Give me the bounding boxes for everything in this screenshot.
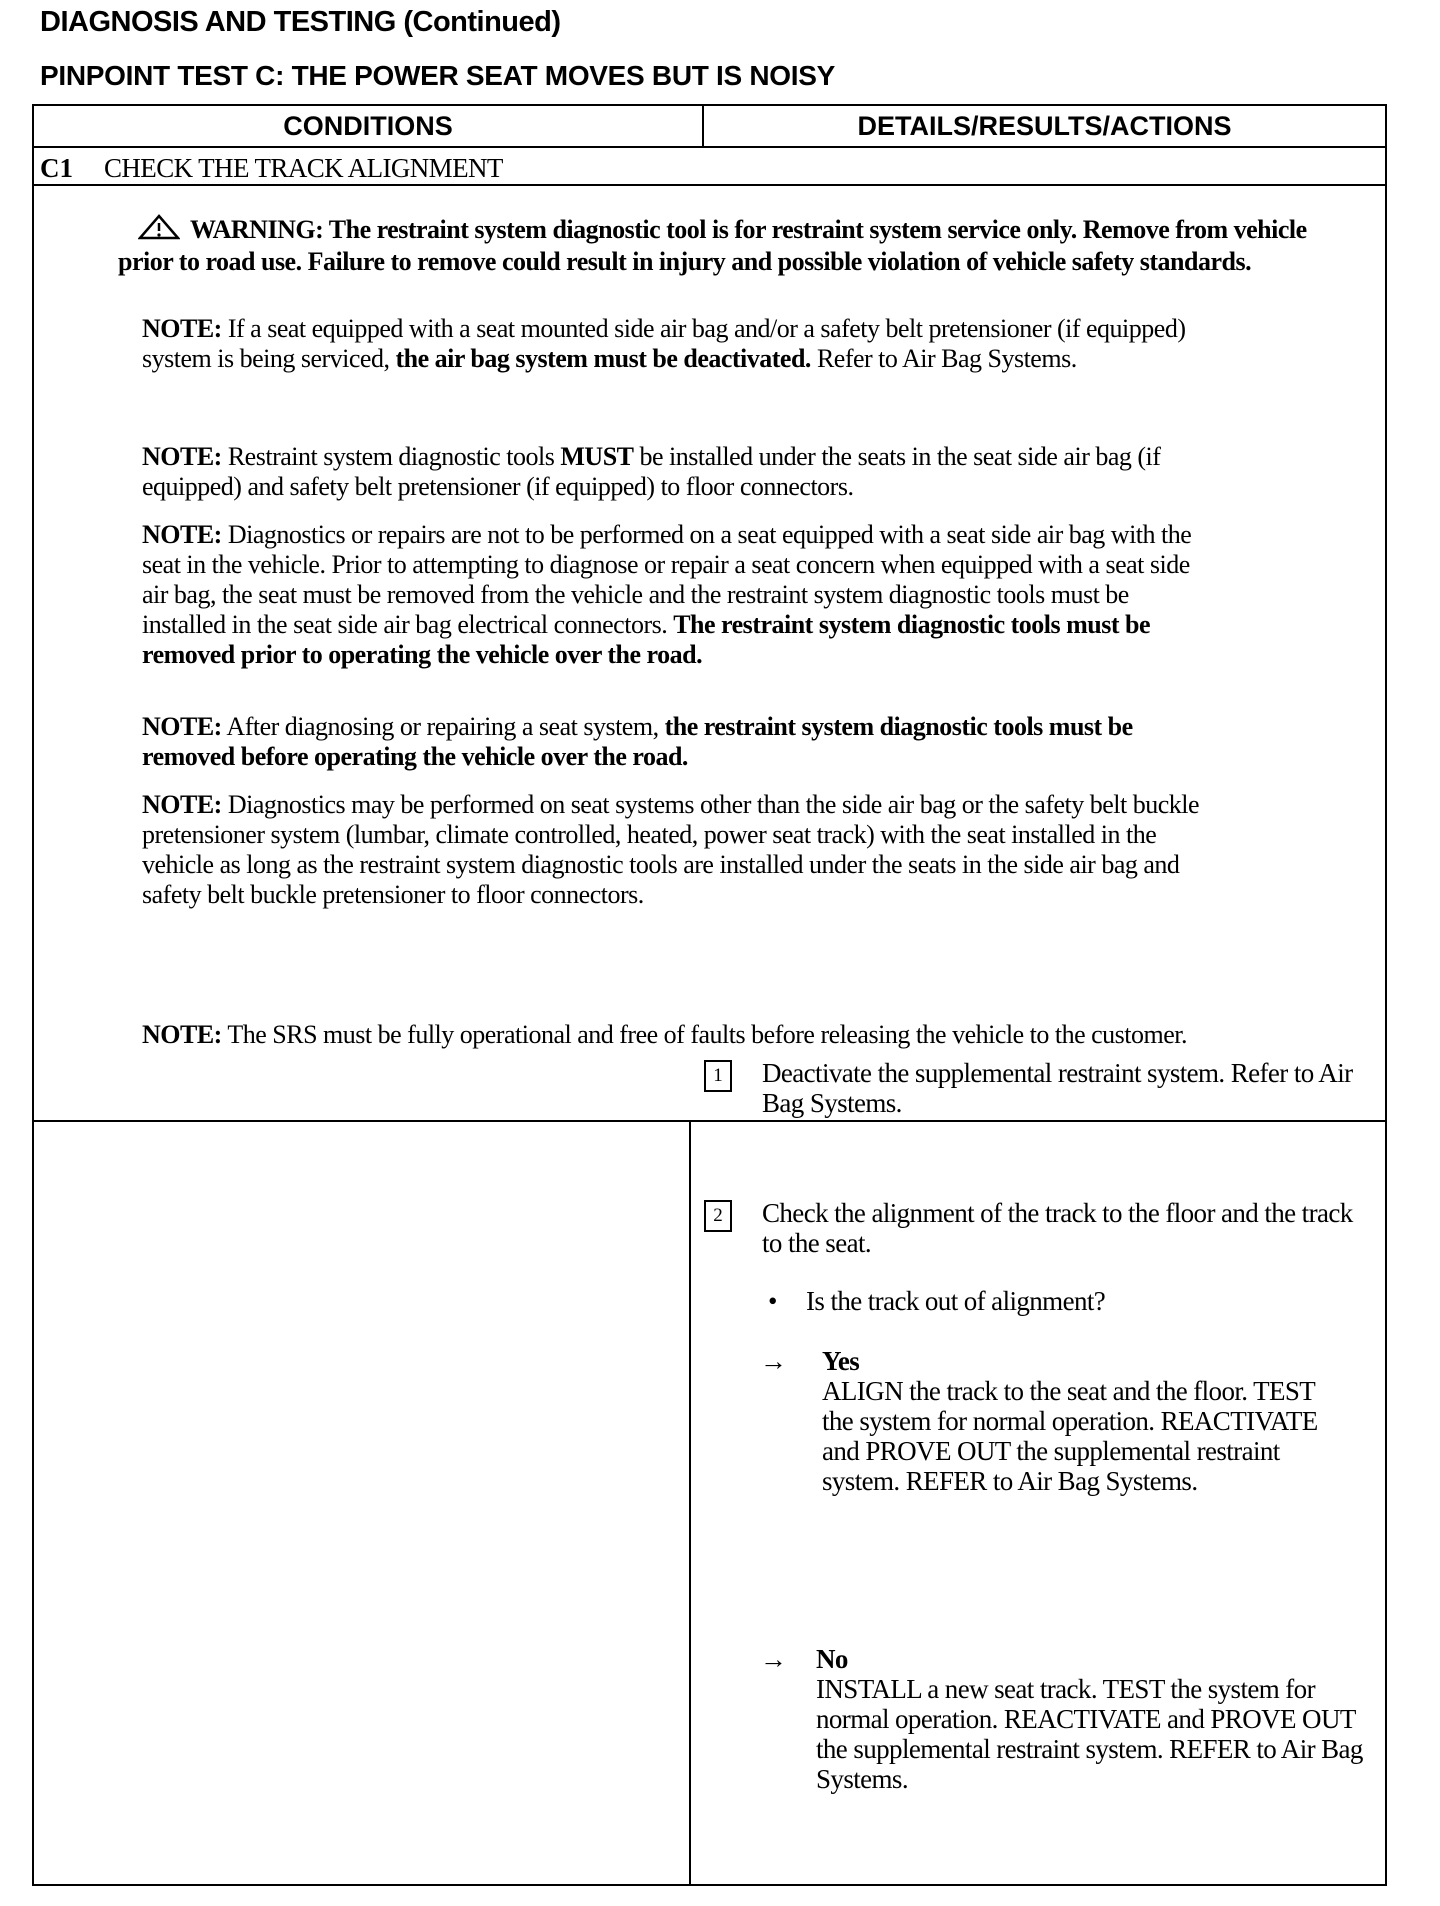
step-number: 1	[704, 1060, 732, 1092]
note-1	[142, 314, 1237, 374]
bullet-icon: •	[768, 1286, 777, 1316]
warning-block	[118, 214, 1318, 277]
step-2-box	[704, 1200, 732, 1232]
note-label: NOTE:	[142, 314, 222, 343]
pinpoint-test-title: PINPOINT TEST C: THE POWER SEAT MOVES BUT IS NOISY	[40, 60, 835, 91]
no-label: No	[816, 1644, 848, 1674]
note-text: Diagnostics may be performed on seat systems other than the side air bag or the safety belt buckle pretensioner system (lumbar, climate controlled, heated, power seat track) with the seat installed in the vehicle as long as the restraint system diagnostic tools are installed under the seats in the side air bag and safety belt buckle pretensioner to floor connectors.	[142, 790, 1200, 909]
note-label: NOTE:	[142, 520, 222, 549]
step-2-text: Check the alignment of the track to the floor and the track to the seat.	[762, 1198, 1353, 1258]
details-column-header: DETAILS/RESULTS/ACTIONS	[857, 110, 1232, 141]
question-text: Is the track out of alignment?	[806, 1286, 1106, 1316]
yes-action-text: ALIGN the track to the seat and the floor. TEST the system for normal operation. REACTIVATE and PROVE OUT the supplemental restraint system. REFER to Air Bag Systems.	[822, 1376, 1318, 1496]
column-divider	[689, 1122, 691, 1884]
warning-triangle-icon	[138, 214, 180, 247]
yes-arrow-icon: →	[760, 1346, 787, 1376]
note-bold-text: the restraint system diagnostic tools must be removed before operating the vehicle over the road.	[142, 712, 1133, 771]
page-heading: DIAGNOSIS AND TESTING (Continued)	[40, 6, 561, 38]
step-number: 2	[704, 1200, 732, 1232]
note-label: NOTE:	[142, 1020, 222, 1049]
note-4	[142, 712, 1227, 772]
pinpoint-test-table	[32, 104, 1387, 1886]
note-label: NOTE:	[142, 442, 222, 471]
step-1-box	[704, 1060, 732, 1092]
yes-label: Yes	[822, 1346, 860, 1376]
note-bold-text: The restraint system diagnostic tools must be removed prior to operating the vehicle over the road.	[142, 610, 1150, 669]
note-text: be installed under the seats in the seat side air bag (if equipped) and safety belt pretensioner (if equipped) to floor connectors.	[142, 442, 1161, 501]
note-6	[142, 1020, 1252, 1050]
note-2	[142, 442, 1212, 502]
step-1-text: Deactivate the supplemental restraint system. Refer to Air Bag Systems.	[762, 1058, 1353, 1118]
notes-section	[34, 186, 1385, 1122]
note-text: The SRS must be fully operational and free of faults before releasing the vehicle to the customer.	[227, 1020, 1188, 1049]
no-arrow-icon: →	[760, 1644, 787, 1674]
no-action-text: INSTALL a new seat track. TEST the system for normal operation. REACTIVATE and PROVE OUT the supplemental restraint system. REFER to Air Bag Systems.	[816, 1674, 1363, 1794]
note-text: Diagnostics or repairs are not to be performed on a seat equipped with a seat side air bag with the seat in the vehicle. Prior to attempting to diagnose or repair a seat concern when equipped with a seat side air bag, the seat must be removed from the vehicle and the restraint system diagnostic tools must be installed in the seat side air bag electrical connectors.	[142, 520, 1192, 639]
note-bold-text: MUST	[560, 442, 634, 471]
note-label: NOTE:	[142, 790, 222, 819]
note-text: Refer to Air Bag Systems.	[816, 344, 1077, 373]
note-text: After diagnosing or repairing a seat system,	[226, 712, 659, 741]
note-text: Restraint system diagnostic tools	[227, 442, 555, 471]
warning-label: WARNING:	[190, 215, 324, 244]
step-id: C1	[40, 153, 73, 183]
step-row	[34, 146, 1385, 186]
note-5	[142, 790, 1217, 910]
note-3	[142, 520, 1217, 670]
conditions-column-header: CONDITIONS	[34, 106, 704, 146]
note-label: NOTE:	[142, 712, 222, 741]
note-bold-text: the air bag system must be deactivated.	[395, 344, 811, 373]
note-text: If a seat equipped with a seat mounted side air bag and/or a safety belt pretensioner (if equipped) system is being serviced,	[142, 314, 1186, 373]
warning-text: The restraint system diagnostic tool is for restraint system service only. Remove from vehicle prior to road use. Failure to remove could result in injury and possible violation of vehicle safety standards.	[118, 215, 1307, 276]
step-title: CHECK THE TRACK ALIGNMENT	[104, 153, 503, 183]
